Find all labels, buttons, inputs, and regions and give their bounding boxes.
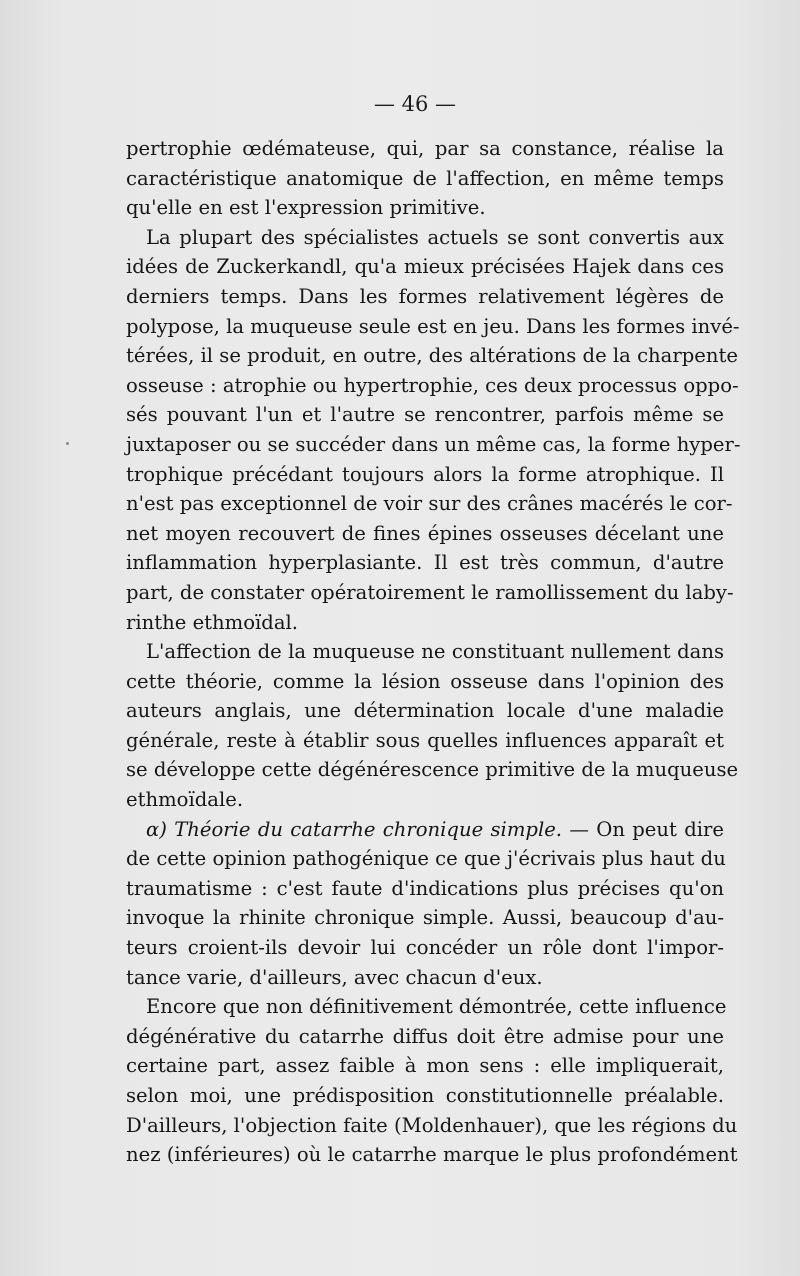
text-line: certaine part, assez faible à mon sens : elle impliquerait, [126, 1054, 724, 1078]
text-line: cette théorie, comme la lésion osseuse dans l'opinion des [126, 669, 724, 693]
paragraph-3 [126, 637, 739, 815]
text-line: juxtaposer ou se succéder dans un même cas, la forme hyper- [126, 432, 741, 456]
paragraph-5 [126, 992, 738, 1170]
paragraph-1 [126, 134, 724, 223]
text-line: inflammation hyperplasiante. Il est très commun, d'autre [126, 551, 724, 575]
body-text [126, 134, 741, 1170]
text-line: D'ailleurs, l'objection faite (Moldenhauer), que les régions du [126, 1113, 738, 1137]
text-line: ethmoïdale. [126, 788, 244, 812]
paper-speck [66, 442, 69, 445]
section-heading: α) Théorie du catarrhe chronique simple. [146, 817, 563, 841]
text-line: La plupart des spécialistes actuels se sont convertis aux [146, 225, 724, 249]
text-line: osseuse : atrophie ou hypertrophie, ces deux processus oppo- [126, 373, 739, 397]
text-line: pertrophie œdémateuse, qui, par sa constance, réalise la [126, 137, 724, 160]
text-line: rinthe ethmoïdal. [126, 610, 299, 634]
text-line: auteurs anglais, une détermination locale d'une maladie [126, 699, 724, 723]
text-line: teurs croient-ils devoir lui concéder un rôle dont l'impor- [126, 936, 724, 960]
heading-continuation: — On peut dire [562, 817, 724, 841]
page-number: — 46 — [373, 92, 457, 116]
paragraph-2 [126, 223, 741, 637]
text-line: générale, reste à établir sous quelles influences apparaît et [126, 728, 724, 752]
text-line: traumatisme : c'est faute d'indications plus précises qu'on [126, 876, 724, 900]
text-line: térées, il se produit, en outre, des altérations de la charpente [126, 344, 738, 368]
text-line: part, de constater opératoirement le ramollissement du laby- [126, 580, 734, 604]
text-line: se développe cette dégénérescence primitive de la muqueuse [126, 758, 739, 782]
text-line: caractéristique anatomique de l'affection, en même temps [126, 166, 724, 190]
text-line: tance varie, d'ailleurs, avec chacun d'eux. [126, 965, 543, 989]
text-line: idées de Zuckerkandl, qu'a mieux précisées Hajek dans ces [126, 255, 724, 279]
text-line: trophique précédant toujours alors la forme atrophique. Il [126, 462, 724, 486]
text-line: Encore que non définitivement démontrée, cette influence [146, 995, 727, 1019]
text-line: derniers temps. Dans les formes relativement légères de [126, 284, 724, 308]
text-line: selon moi, une prédisposition constitutionnelle préalable. [126, 1084, 724, 1107]
section-heading-line [126, 815, 724, 845]
text-line: sés pouvant l'un et l'autre se rencontrer, parfois même se [126, 403, 724, 427]
text-line: nez (inférieures) où le catarrhe marque le plus profondément [126, 1143, 738, 1167]
text-line: invoque la rhinite chronique simple. Aussi, beaucoup d'au- [126, 906, 724, 930]
text-line: L'affection de la muqueuse ne constituant nullement dans [146, 640, 724, 664]
text-line: de cette opinion pathogénique ce que j'écrivais plus haut du [126, 847, 726, 871]
text-line: polypose, la muqueuse seule est en jeu. Dans les formes invé- [126, 314, 740, 338]
text-line: dégénérative du catarrhe diffus doit être admise pour une [126, 1024, 724, 1048]
text-line: n'est pas exceptionnel de voir sur des crânes macérés le cor- [126, 492, 733, 516]
text-line: qu'elle en est l'expression primitive. [126, 196, 486, 220]
text-line: net moyen recouvert de fines épines osseuses décelant une [126, 521, 724, 545]
paragraph-4 [126, 815, 724, 993]
